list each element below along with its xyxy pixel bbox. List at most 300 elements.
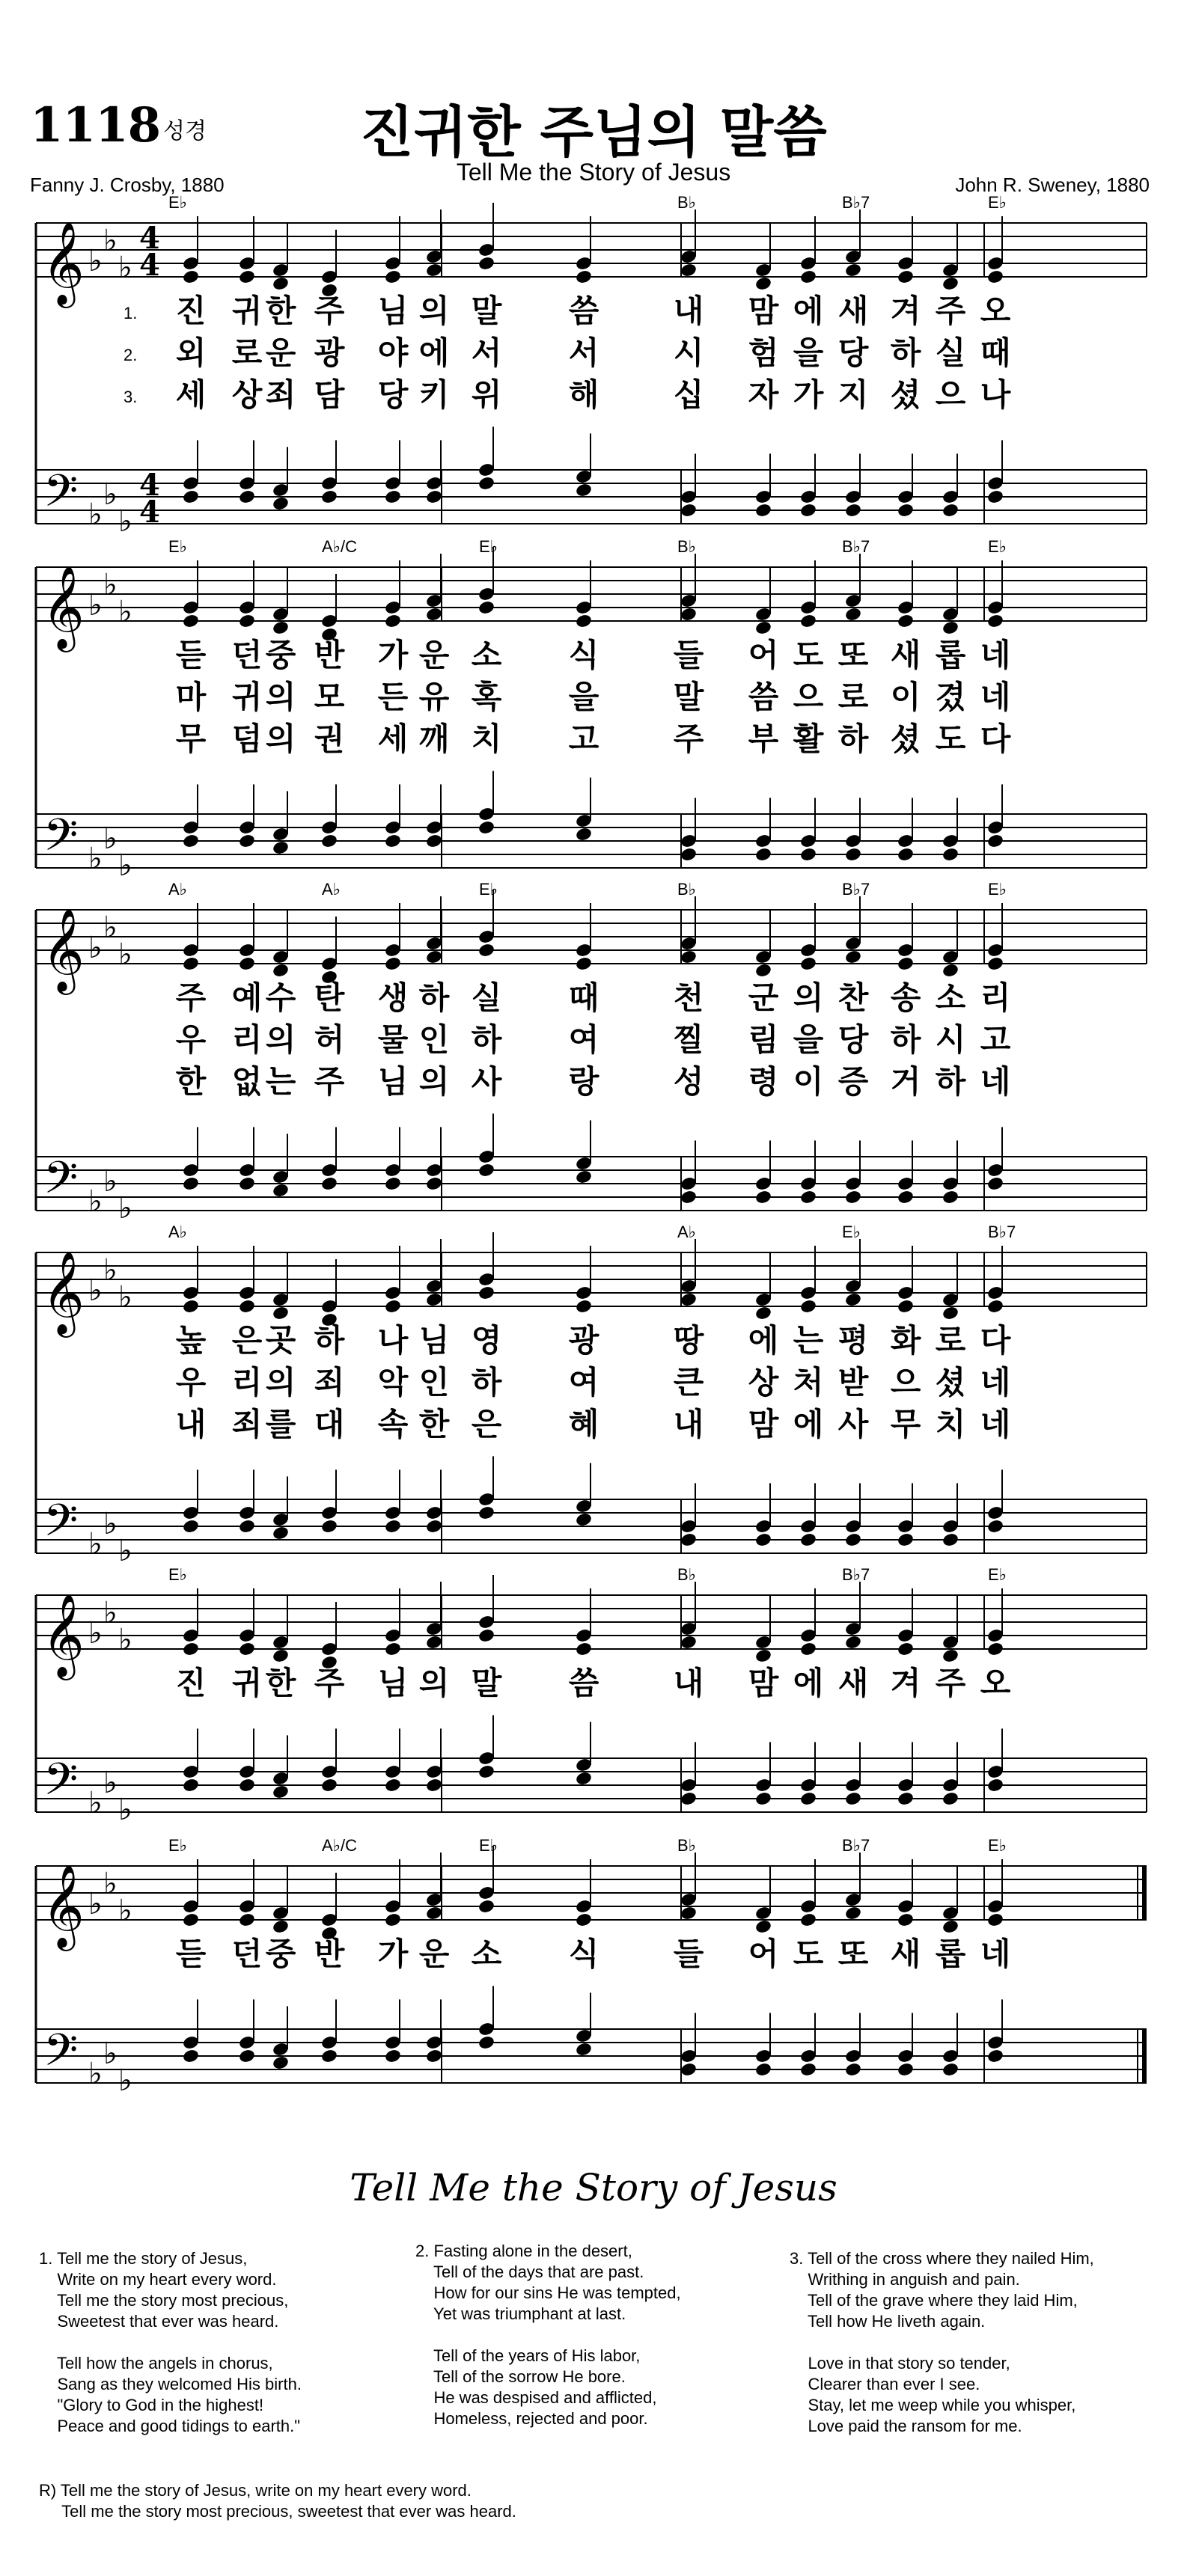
flat-sign: ♭ <box>103 1507 118 1541</box>
lyric-syllable: 가 <box>377 637 409 673</box>
lyric-syllable: 들 <box>673 1936 704 1972</box>
lyric-syllable: 를 <box>265 1406 296 1443</box>
lyric-syllable: 에 <box>793 1665 824 1701</box>
bass-note <box>320 1519 338 1535</box>
lyric-syllable: 도 <box>935 721 966 757</box>
stanza-line <box>415 2325 681 2346</box>
flat-sign: ♭ <box>103 822 118 856</box>
lyric-syllable: 한 <box>265 293 296 329</box>
lyric-syllable: 지 <box>837 376 869 413</box>
alto-note <box>844 263 862 278</box>
lyric-syllable: 씀 <box>748 679 779 715</box>
bass-note <box>799 1190 817 1205</box>
lyric-syllable: 운 <box>265 334 296 371</box>
bass-clef: 𝄢 <box>43 1151 79 1214</box>
stanza-line: Peace and good tidings to earth." <box>39 2417 301 2435</box>
lyric-syllable: 해 <box>568 376 599 413</box>
bass-note <box>182 833 200 849</box>
alto-note <box>477 600 495 616</box>
alto-note <box>425 1292 443 1308</box>
bass-note <box>799 1532 817 1548</box>
lyric-syllable: 셨 <box>890 376 921 413</box>
lyric-syllable: 성 <box>673 1063 704 1100</box>
alto-note <box>844 1635 862 1650</box>
alto-note <box>238 956 256 972</box>
lyric-syllable: 식 <box>568 1936 599 1972</box>
lyric-syllable: 귀 <box>231 293 263 329</box>
alto-note <box>986 1299 1004 1315</box>
lyric-syllable: 을 <box>793 1021 824 1058</box>
alto-note <box>384 269 402 285</box>
lyric-syllable: 증 <box>837 1063 869 1100</box>
lyric-syllable: 의 <box>793 979 824 1016</box>
lyric-syllable: 찬 <box>837 979 869 1016</box>
chord-symbol: E♭ <box>988 880 1007 899</box>
stanza-line: Tell how He liveth again. <box>790 2312 986 2331</box>
lyric-syllable: 령 <box>748 1063 779 1100</box>
alto-note <box>575 1642 593 1657</box>
lyric-syllable: 말 <box>673 679 704 715</box>
lyric-syllable: 광 <box>568 1322 599 1359</box>
bass-clef: 𝄢 <box>43 809 79 872</box>
alto-note <box>384 614 402 629</box>
lyric-syllable: 에 <box>793 1406 824 1443</box>
bass-note <box>182 489 200 505</box>
chord-symbol: E♭ <box>168 1565 188 1584</box>
stanza-line: Sang as they welcomed His birth. <box>39 2375 302 2393</box>
lyric-syllable: 운 <box>418 1936 450 1972</box>
stanza-line: "Glory to God in the highest! <box>39 2396 264 2414</box>
lyric-syllable: 씀 <box>568 293 599 329</box>
bass-note <box>477 1764 495 1780</box>
stanza-line: Tell of the sorrow He bore. <box>415 2367 626 2386</box>
alto-note <box>425 263 443 278</box>
flat-sign: ♭ <box>118 848 132 883</box>
flat-sign: ♭ <box>88 498 103 532</box>
lyric-syllable: 고 <box>980 1021 1011 1058</box>
lyric-syllable: 맘 <box>748 293 779 329</box>
lyric-syllable: 중 <box>265 1936 296 1972</box>
bass-note <box>942 1791 959 1807</box>
alto-note <box>182 956 200 972</box>
bass-note <box>942 2062 959 2078</box>
bass-note <box>384 2049 402 2064</box>
verse-number: 3. <box>123 388 138 406</box>
bass-note <box>897 2062 915 2078</box>
alto-note <box>986 269 1004 285</box>
lyric-syllable: 반 <box>314 637 345 673</box>
bass-note <box>942 1532 959 1548</box>
lyric-syllable: 는 <box>265 1063 296 1100</box>
stanza-line: Tell of the grave where they laid Him, <box>790 2291 1078 2310</box>
lyric-syllable: 주 <box>314 1665 345 1701</box>
lyric-syllable: 하 <box>418 979 450 1016</box>
bass-note <box>754 847 772 863</box>
bass-note <box>942 1190 959 1205</box>
chord-symbol: E♭ <box>479 537 498 556</box>
bass-note <box>754 503 772 518</box>
time-signature-bottom: 4 <box>139 248 160 283</box>
bass-note <box>320 833 338 849</box>
alto-note <box>799 614 817 629</box>
lyric-syllable: 사 <box>837 1406 869 1443</box>
alto-note <box>182 614 200 629</box>
lyric-syllable: 네 <box>980 1936 1011 1972</box>
treble-clef: 𝄞 <box>42 1250 85 1334</box>
lyric-syllable: 생 <box>377 979 409 1016</box>
flat-sign: ♭ <box>88 842 103 876</box>
chord-symbol: B♭7 <box>842 1565 870 1584</box>
chord-symbol: B♭7 <box>988 1223 1016 1241</box>
flat-sign: ♭ <box>118 1191 132 1226</box>
bass-note <box>477 1163 495 1178</box>
lyric-syllable: 주 <box>935 293 966 329</box>
bass-note <box>942 847 959 863</box>
lyric-syllable: 권 <box>314 721 345 757</box>
alto-note <box>182 269 200 285</box>
flat-sign: ♭ <box>118 504 132 539</box>
bass-note <box>680 503 698 518</box>
alto-note <box>575 614 593 629</box>
lyric-syllable: 의 <box>265 679 296 715</box>
flat-sign: ♭ <box>103 568 118 602</box>
stanza-line: Homeless, rejected and poor. <box>415 2409 648 2428</box>
bass-note <box>477 476 495 492</box>
bass-note <box>897 1532 915 1548</box>
lyric-syllable: 다 <box>980 721 1011 757</box>
lyric-syllable: 마 <box>175 679 207 715</box>
treble-clef: 𝄞 <box>42 565 85 649</box>
verse-number: 2. <box>123 346 138 364</box>
lyric-syllable: 위 <box>471 376 502 413</box>
bass-note <box>182 1778 200 1793</box>
alto-note <box>425 949 443 965</box>
lyric-syllable: 로 <box>935 1322 966 1359</box>
lyric-syllable: 땅 <box>673 1322 704 1359</box>
lyric-syllable: 큰 <box>673 1364 704 1401</box>
lyric-syllable: 맘 <box>748 1406 779 1443</box>
lyric-syllable: 로 <box>837 679 869 715</box>
lyric-syllable: 죄 <box>314 1364 345 1401</box>
lyric-syllable: 셨 <box>890 721 921 757</box>
flat-sign: ♭ <box>103 224 118 258</box>
alto-note <box>575 1912 593 1928</box>
stanza-line: 2. Fasting alone in the desert, <box>415 2242 632 2260</box>
alto-note <box>897 614 915 629</box>
bass-note <box>384 833 402 849</box>
flat-sign: ♭ <box>88 1273 103 1308</box>
bass-note <box>575 1771 593 1787</box>
lyric-syllable: 주 <box>314 1063 345 1100</box>
flat-sign: ♭ <box>88 931 103 965</box>
lyric-syllable: 주 <box>175 979 207 1016</box>
lyric-syllable: 하 <box>935 1063 966 1100</box>
chord-symbol: B♭7 <box>842 537 870 556</box>
chord-symbol: B♭ <box>677 1565 697 1584</box>
lyric-syllable: 겨 <box>890 293 921 329</box>
alto-note <box>942 276 959 292</box>
stanza-line: Tell how the angels in chorus, <box>39 2354 273 2372</box>
lyric-syllable: 도 <box>793 637 824 673</box>
flat-sign: ♭ <box>88 588 103 622</box>
stanza-line: Love in that story so tender, <box>790 2354 1010 2372</box>
bass-note <box>238 489 256 505</box>
english-lyrics-title: Tell Me the Story of Jesus <box>350 2166 837 2209</box>
bass-note <box>575 483 593 498</box>
alto-note <box>942 620 959 636</box>
lyric-syllable: 하 <box>471 1364 502 1401</box>
lyric-syllable: 하 <box>837 721 869 757</box>
lyric-syllable: 세 <box>175 376 207 413</box>
bass-note <box>680 1532 698 1548</box>
bass-note <box>320 1176 338 1192</box>
lyric-syllable: 리 <box>231 1364 263 1401</box>
alto-note <box>897 1642 915 1657</box>
lyric-syllable: 시 <box>935 1021 966 1058</box>
stanza-line: Clearer than ever I see. <box>790 2375 980 2393</box>
english-stanza-1 <box>39 2248 302 2437</box>
flat-sign: ♭ <box>88 1616 103 1650</box>
bass-note <box>477 820 495 836</box>
stanza-line: Sweetest that ever was heard. <box>39 2312 279 2331</box>
bass-note <box>384 1176 402 1192</box>
alto-note <box>844 607 862 622</box>
bass-note <box>425 2049 443 2064</box>
stanza-line: Love paid the ransom for me. <box>790 2417 1022 2435</box>
alto-note <box>942 1306 959 1321</box>
alto-note <box>844 1906 862 1921</box>
treble-clef: 𝄞 <box>42 908 85 991</box>
alto-note <box>238 1642 256 1657</box>
lyric-syllable: 의 <box>418 293 450 329</box>
lyric-syllable: 소 <box>935 979 966 1016</box>
lyric-syllable: 겼 <box>935 679 966 715</box>
lyric-syllable: 자 <box>748 376 779 413</box>
flat-sign: ♭ <box>103 911 118 945</box>
lyric-syllable: 귀 <box>231 1665 263 1701</box>
stanza-line: 1. Tell me the story of Jesus, <box>39 2249 248 2268</box>
flat-sign: ♭ <box>118 1534 132 1568</box>
lyric-syllable: 여 <box>568 1364 599 1401</box>
lyric-syllable: 네 <box>980 637 1011 673</box>
alto-note <box>799 1642 817 1657</box>
lyric-syllable: 이 <box>793 1063 824 1100</box>
alto-note <box>680 1906 698 1921</box>
lyric-syllable: 키 <box>418 376 450 413</box>
flat-sign: ♭ <box>118 1793 132 1827</box>
alto-note <box>986 956 1004 972</box>
chord-symbol: E♭ <box>988 1836 1007 1855</box>
alto-note <box>942 1648 959 1664</box>
alto-note <box>799 956 817 972</box>
lyric-syllable: 악 <box>377 1364 409 1401</box>
lyric-syllable: 죄 <box>265 376 296 413</box>
lyric-syllable: 탄 <box>314 979 345 1016</box>
alto-note <box>272 620 290 636</box>
flat-sign: ♭ <box>88 2057 103 2091</box>
bass-note <box>897 847 915 863</box>
bass-clef: 𝄢 <box>43 465 79 527</box>
lyric-syllable: 말 <box>471 293 502 329</box>
lyric-syllable: 없 <box>231 1063 263 1100</box>
lyric-syllable: 주 <box>935 1665 966 1701</box>
lyric-syllable: 새 <box>890 637 921 673</box>
lyric-syllable: 활 <box>793 721 824 757</box>
alto-note <box>754 1648 772 1664</box>
lyric-syllable: 야 <box>377 334 409 371</box>
chord-symbol: A♭ <box>168 1223 188 1241</box>
bass-note <box>680 1190 698 1205</box>
chord-symbol: B♭ <box>677 880 697 899</box>
lyric-syllable: 을 <box>568 679 599 715</box>
bass-note <box>754 2062 772 2078</box>
time-signature-top: 4 <box>139 468 160 503</box>
chord-symbol: A♭ <box>677 1223 697 1241</box>
alto-note <box>182 1642 200 1657</box>
bass-note <box>986 1778 1004 1793</box>
alto-note <box>575 956 593 972</box>
lyric-syllable: 인 <box>418 1364 450 1401</box>
bass-note <box>272 2055 290 2071</box>
bass-note <box>844 847 862 863</box>
flat-sign: ♭ <box>103 2037 118 2071</box>
lyric-syllable: 네 <box>980 679 1011 715</box>
alto-note <box>238 614 256 629</box>
stanza-line: Stay, let me weep while you whisper, <box>790 2396 1076 2414</box>
alto-note <box>425 1635 443 1650</box>
lyric-syllable: 군 <box>748 979 779 1016</box>
alto-note <box>897 269 915 285</box>
lyric-syllable: 우 <box>175 1021 207 1058</box>
bass-note <box>799 2062 817 2078</box>
lyric-syllable: 림 <box>748 1021 779 1058</box>
bass-note <box>425 1519 443 1535</box>
lyric-syllable: 어 <box>748 1936 779 1972</box>
lyric-syllable: 혹 <box>471 679 502 715</box>
lyric-syllable: 사 <box>471 1063 502 1100</box>
bass-note <box>425 1176 443 1192</box>
lyric-syllable: 내 <box>673 1406 704 1443</box>
bass-note <box>575 2042 593 2058</box>
lyric-syllable: 시 <box>673 334 704 371</box>
bass-note <box>844 2062 862 2078</box>
lyric-syllable: 의 <box>418 1665 450 1701</box>
bass-clef: 𝄢 <box>43 2024 79 2087</box>
alto-note <box>754 276 772 292</box>
chord-symbol: E♭ <box>988 537 1007 556</box>
alto-note <box>986 1642 1004 1657</box>
lyric-syllable: 때 <box>980 334 1011 371</box>
alto-note <box>754 1306 772 1321</box>
lyric-syllable: 진 <box>175 293 207 329</box>
lyric-syllable: 씀 <box>568 1665 599 1701</box>
lyric-syllable: 광 <box>314 334 345 371</box>
bass-note <box>384 489 402 505</box>
alto-note <box>897 1912 915 1928</box>
lyric-syllable: 던 <box>231 637 263 673</box>
flat-sign: ♭ <box>103 1164 118 1199</box>
stanza-line: Tell me the story most precious, <box>39 2291 289 2310</box>
lyric-syllable: 실 <box>935 334 966 371</box>
lyric-syllable: 로 <box>231 334 263 371</box>
chord-symbol: A♭/C <box>322 537 358 556</box>
alto-note <box>986 614 1004 629</box>
lyric-syllable: 하 <box>890 334 921 371</box>
bass-note <box>680 1791 698 1807</box>
lyric-syllable: 새 <box>890 1936 921 1972</box>
lyric-syllable: 운 <box>418 637 450 673</box>
bass-note <box>799 847 817 863</box>
bass-note <box>182 2049 200 2064</box>
lyric-syllable: 하 <box>314 1322 345 1359</box>
flat-sign: ♭ <box>118 937 132 972</box>
alto-note <box>425 607 443 622</box>
stanza-line: How for our sins He was tempted, <box>415 2283 681 2302</box>
lyric-syllable: 덤 <box>231 721 263 757</box>
lyric-syllable: 영 <box>471 1322 502 1359</box>
flat-sign: ♭ <box>103 477 118 512</box>
bass-note <box>272 840 290 856</box>
lyric-syllable: 셨 <box>935 1364 966 1401</box>
alto-note <box>942 963 959 979</box>
lyric-syllable: 받 <box>837 1364 869 1401</box>
lyric-syllable: 거 <box>890 1063 921 1100</box>
bass-note <box>238 1519 256 1535</box>
lyric-syllable: 다 <box>980 1322 1011 1359</box>
stanza-line: 3. Tell of the cross where they nailed Him, <box>790 2249 1094 2268</box>
alto-note <box>799 1912 817 1928</box>
alto-note <box>754 963 772 979</box>
lyric-syllable: 네 <box>980 1364 1011 1401</box>
lyric-syllable: 혜 <box>568 1406 599 1443</box>
chord-symbol: A♭ <box>322 880 341 899</box>
lyric-syllable: 고 <box>568 721 599 757</box>
lyric-syllable: 하 <box>890 1021 921 1058</box>
alto-note <box>384 1299 402 1315</box>
lyric-syllable: 높 <box>175 1322 207 1359</box>
lyric-syllable: 의 <box>418 1063 450 1100</box>
lyric-syllable: 곳 <box>265 1322 296 1359</box>
lyric-syllable: 험 <box>748 334 779 371</box>
lyric-syllable: 의 <box>265 1364 296 1401</box>
lyric-syllable: 찔 <box>673 1021 704 1058</box>
alto-note <box>754 1919 772 1935</box>
lyric-syllable: 님 <box>418 1322 450 1359</box>
lyric-syllable: 수 <box>265 979 296 1016</box>
lyric-syllable: 송 <box>890 979 921 1016</box>
chord-symbol: E♭ <box>168 1836 188 1855</box>
bass-note <box>575 827 593 842</box>
lyric-syllable: 식 <box>568 637 599 673</box>
stanza-line: Tell of the years of His labor, <box>415 2346 641 2365</box>
treble-clef: 𝄞 <box>42 221 85 305</box>
lyric-syllable: 소 <box>471 637 502 673</box>
lyric-syllable: 속 <box>377 1406 409 1443</box>
flat-sign: ♭ <box>118 595 132 629</box>
lyric-syllable: 허 <box>314 1021 345 1058</box>
bass-note <box>384 1519 402 1535</box>
bass-note <box>986 489 1004 505</box>
bass-note <box>844 1190 862 1205</box>
lyric-syllable: 새 <box>837 293 869 329</box>
alto-note <box>575 269 593 285</box>
lyric-syllable: 가 <box>793 376 824 413</box>
hymn-english-title: Tell Me the Story of Jesus <box>456 159 731 186</box>
lyric-syllable: 한 <box>265 1665 296 1701</box>
lyric-syllable: 천 <box>673 979 704 1016</box>
lyric-syllable: 죄 <box>231 1406 263 1443</box>
alto-note <box>272 1919 290 1935</box>
